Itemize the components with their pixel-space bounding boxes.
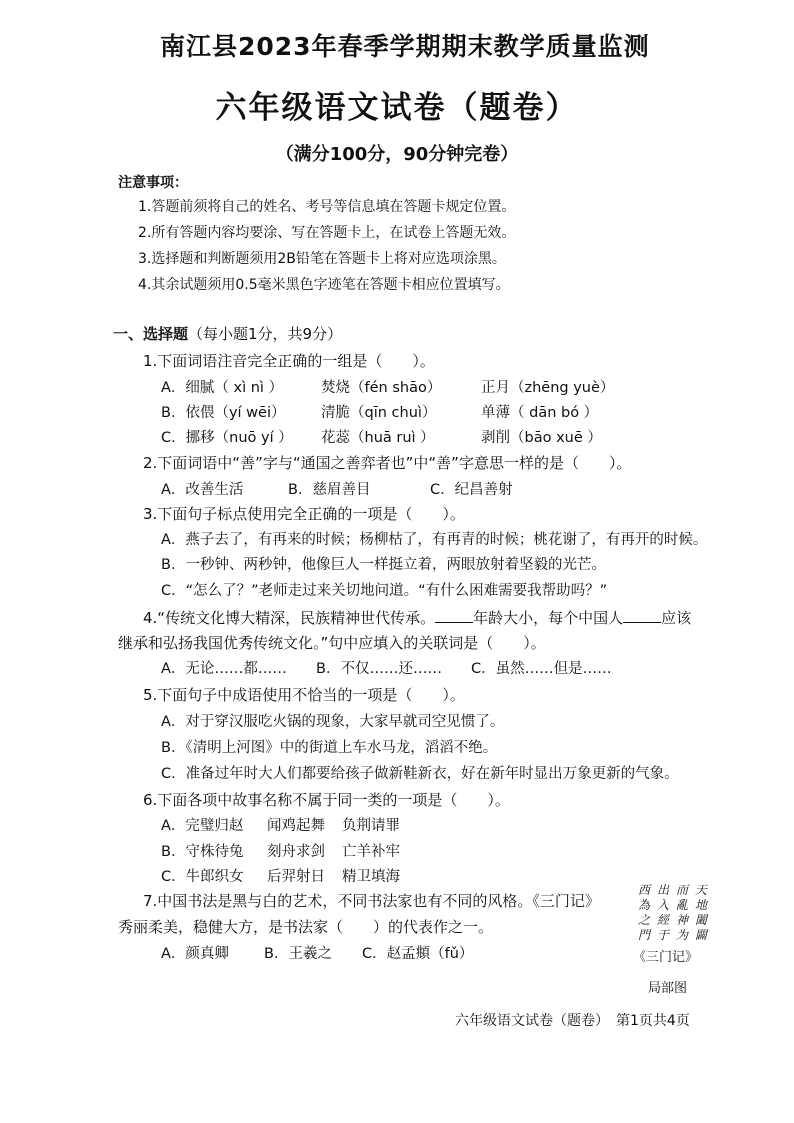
question-1-row: [161, 426, 602, 447]
question-1-row: [161, 401, 598, 422]
option-b: B．《清明上河图》中的街道上车水马龙，滔滔不绝。: [161, 740, 498, 756]
option-cell: 正月（zhēng yuè）: [481, 380, 615, 396]
option-a: A．对于穿汉服吃火锅的现象，大家早就司空见惯了。: [161, 714, 505, 730]
calligraphy-caption: 《三门记》: [633, 950, 699, 965]
calligraphy-image: [635, 883, 717, 943]
option-c: C．赵孟頫（fǔ）: [362, 946, 474, 962]
exam-header-line: 南江县2023年春季学期期末教学质量监测: [160, 32, 650, 60]
notice-item: 1.答题前须将自己的姓名、考号等信息填在答题卡规定位置。: [138, 199, 516, 215]
option-a: A．改善生活: [161, 482, 244, 498]
option-cell: 焚烧（fén shāo）: [321, 380, 442, 396]
fill-blank: [435, 608, 473, 623]
calligraphy-char: 門: [637, 928, 650, 942]
page-footer: 六年级语文试卷（题卷） 第1页共4页: [455, 1013, 690, 1029]
option-cell: 闻鸡起舞: [267, 818, 325, 834]
option-b: B．不仅……还……: [316, 661, 442, 677]
question-7-options: [161, 942, 473, 963]
calligraphy-char: 神: [675, 913, 688, 927]
stem-part: 年龄大小，每个中国人: [473, 609, 624, 627]
option-cell: 剥削（bāo xuē ）: [481, 430, 602, 446]
question-1-row: [161, 376, 614, 397]
calligraphy-caption-sub: 局部图: [648, 981, 688, 996]
calligraphy-char: 之: [637, 913, 650, 927]
question-3-stem: 3.下面句子标点使用完全正确的一项是（ ）。: [143, 505, 465, 523]
section-label: 一、选择题: [113, 325, 189, 343]
calligraphy-char: 亂: [675, 898, 688, 912]
question-6-stem: 6.下面各项中故事名称不属于同一类的一项是（ ）。: [143, 791, 510, 809]
option-b: B．王羲之: [264, 946, 332, 962]
option-a: A．燕子去了，有再来的时候；杨柳枯了，有再青的时候；桃花谢了，有再开的时候。: [161, 532, 708, 548]
option-cell: 单薄（ dān bó ）: [481, 405, 599, 421]
option-cell: C．挪移（nuō yí ）: [161, 430, 293, 446]
option-cell: 刻舟求剑: [267, 844, 325, 860]
calligraphy-char: 經: [656, 913, 669, 927]
stem-part: 应该: [661, 609, 692, 627]
option-cell: 后羿射日: [267, 869, 325, 885]
section-heading: [113, 323, 342, 344]
notice-title: 注意事项：: [118, 175, 188, 191]
question-7-stem: 7.中国书法是黑与白的艺术，不同书法家也有不同的风格。《三门记》: [143, 892, 600, 910]
calligraphy-char: 西: [637, 883, 650, 897]
option-cell: B．依偎（yí wēi）: [161, 405, 286, 421]
calligraphy-char: 出: [656, 883, 669, 897]
calligraphy-char: 闔: [694, 913, 707, 927]
fill-blank: [623, 608, 661, 623]
question-1-stem: 1.下面词语注音完全正确的一组是（ ）。: [143, 352, 435, 370]
option-a: A．颜真卿: [161, 946, 229, 962]
question-2-stem: 2.下面词语中“善”字与“通国之善弈者也”中“善”字意思一样的是（ ）。: [143, 454, 632, 472]
calligraphy-char: 而: [675, 883, 688, 897]
calligraphy-char: 于: [656, 928, 669, 942]
calligraphy-char: 入: [656, 898, 669, 912]
calligraphy-char: 天: [694, 883, 707, 897]
question-5-stem: 5.下面句子中成语使用不恰当的一项是（ ）。: [143, 686, 465, 704]
calligraphy-char: 闢: [694, 928, 707, 942]
calligraphy-char: 地: [694, 898, 707, 912]
option-cell: 负荆请罪: [342, 818, 400, 834]
question-2-options: [161, 478, 513, 499]
calligraphy-char: 为: [675, 928, 688, 942]
question-6-row: [161, 814, 400, 835]
calligraphy-characters: [635, 883, 717, 943]
option-c: C．“怎么了？”老师走过来关切地问道。“有什么困难需要我帮助吗？”: [161, 583, 608, 599]
notice-item: 2.所有答题内容均要涂、写在答题卡上，在试卷上答题无效。: [138, 225, 516, 241]
option-cell: 花蕊（huā ruì ）: [321, 430, 435, 446]
option-cell: A．完璧归赵: [161, 818, 244, 834]
option-c: C．虽然……但是……: [471, 661, 612, 677]
option-b: B．慈眉善目: [288, 482, 371, 498]
question-4-stem: [143, 607, 691, 628]
option-a: A．无论……都……: [161, 661, 287, 677]
question-6-row: [161, 840, 400, 861]
option-cell: 精卫填海: [342, 869, 400, 885]
question-4-options: [161, 657, 612, 678]
option-cell: B．守株待兔: [161, 844, 244, 860]
stem-part: 4.“传统文化博大精深，民族精神世代传承。: [143, 609, 436, 627]
notice-item: 3.选择题和判断题须用2B铅笔在答题卡上将对应选项涂黑。: [138, 251, 506, 267]
option-cell: 亡羊补牢: [342, 844, 400, 860]
option-c: C．准备过年时大人们都要给孩子做新鞋新衣，好在新年时显出万象更新的气象。: [161, 766, 679, 782]
calligraphy-char: 為: [637, 898, 650, 912]
notice-item: 4.其余试题须用0.5毫米黑色字迹笔在答题卡相应位置填写。: [138, 277, 510, 293]
section-note: （每小题1分，共9分）: [188, 325, 343, 343]
exam-title: 六年级语文试卷（题卷）: [215, 90, 579, 126]
exam-subtitle: （满分100分，90分钟完卷）: [275, 144, 519, 165]
option-cell: C．牛郎织女: [161, 869, 244, 885]
option-cell: A．细腻（ xì nì ）: [161, 380, 284, 396]
option-c: C．纪昌善射: [430, 482, 513, 498]
option-cell: 清脆（qīn chuì）: [321, 405, 437, 421]
question-4-stem-cont: 继承和弘扬我国优秀传统文化。”句中应填入的关联词是（ ）。: [118, 634, 546, 652]
question-6-row: [161, 865, 400, 886]
option-b: B．一秒钟、两秒钟，他像巨人一样挺立着，两眼放射着坚毅的光芒。: [161, 557, 606, 573]
question-7-stem-cont: 秀丽柔美，稳健大方，是书法家（ ）的代表作之一。: [118, 918, 494, 936]
